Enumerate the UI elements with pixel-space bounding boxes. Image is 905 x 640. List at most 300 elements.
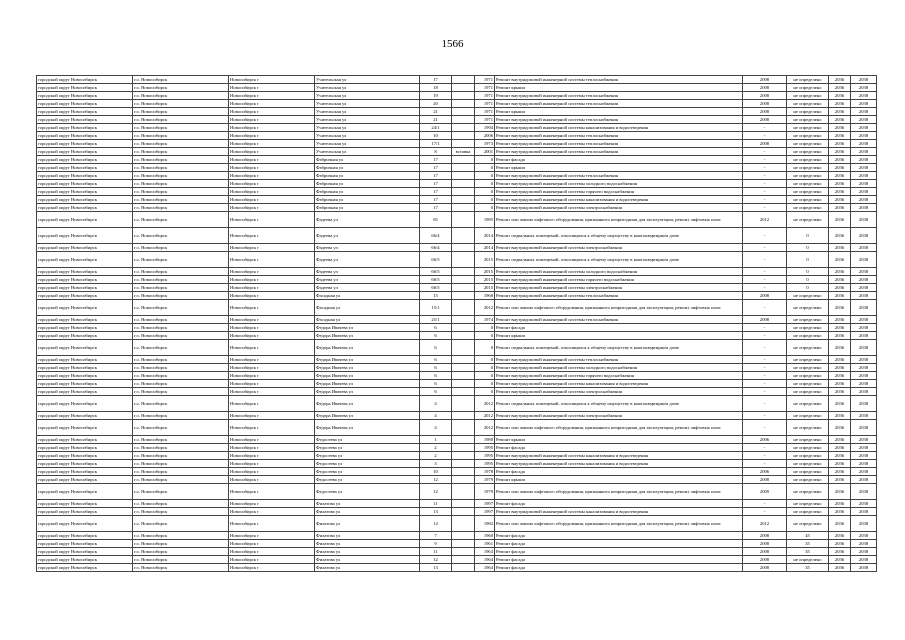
plan-end-cell: 2038 — [851, 204, 877, 212]
wear-cell: не определено — [787, 188, 829, 196]
table-row — [37, 276, 877, 284]
last-repair-year-cell: 2008 — [743, 292, 787, 300]
city-district-cell: г.о. Новосибирск — [133, 212, 229, 228]
city-district-cell: г.о. Новосибирск — [133, 388, 229, 396]
plan-end-cell: 2038 — [851, 196, 877, 204]
street-cell: Федора Ивачева ул — [315, 380, 420, 388]
wear-cell: не определено — [787, 300, 829, 316]
settlement-cell: Новосибирск г — [229, 244, 315, 252]
district-cell: городской округ Новосибирск — [37, 284, 133, 292]
year-built-cell: 1997 — [475, 508, 495, 516]
work-type-cell: Ремонт внутридомовой инженерной системы теплоснабжения — [495, 76, 743, 84]
wear-cell: 35 — [787, 548, 829, 556]
year-built-cell: 1971 — [475, 84, 495, 92]
building-cell — [452, 452, 475, 460]
district-cell: городской округ Новосибирск — [37, 380, 133, 388]
plan-end-cell: 2038 — [851, 252, 877, 268]
table-row — [37, 380, 877, 388]
year-built-cell: 2015 — [475, 276, 495, 284]
district-cell: городской округ Новосибирск — [37, 252, 133, 268]
house-number-cell: 6 — [420, 356, 452, 364]
year-built-cell: 1985 — [475, 212, 495, 228]
last-repair-year-cell: - — [743, 284, 787, 292]
register-table — [36, 75, 877, 572]
house-number-cell: 66/4 — [420, 244, 452, 252]
building-cell — [452, 548, 475, 556]
district-cell: городской округ Новосибирск — [37, 420, 133, 436]
table-row — [37, 204, 877, 212]
plan-start-cell: 2036 — [829, 196, 851, 204]
plan-start-cell: 2036 — [829, 292, 851, 300]
settlement-cell: Новосибирск г — [229, 164, 315, 172]
wear-cell: не определено — [787, 132, 829, 140]
building-cell — [452, 76, 475, 84]
building-cell — [452, 108, 475, 116]
house-number-cell: 6 — [420, 372, 452, 380]
building-cell — [452, 316, 475, 324]
wear-cell: не определено — [787, 332, 829, 340]
building-cell — [452, 564, 475, 572]
table-row — [37, 316, 877, 324]
wear-cell: не определено — [787, 140, 829, 148]
city-district-cell: г.о. Новосибирск — [133, 548, 229, 556]
work-type-cell: Ремонт внутридомовой инженерной системы теплоснабжения — [495, 140, 743, 148]
house-number-cell: 4 — [420, 396, 452, 412]
street-cell: Федора Ивачева ул — [315, 388, 420, 396]
year-built-cell: 1978 — [475, 468, 495, 476]
street-cell: Фадеева ул — [315, 244, 420, 252]
settlement-cell: Новосибирск г — [229, 364, 315, 372]
house-number-cell: 2 — [420, 444, 452, 452]
plan-start-cell: 2036 — [829, 532, 851, 540]
table-row — [37, 564, 877, 572]
building-cell — [452, 268, 475, 276]
last-repair-year-cell: - — [743, 204, 787, 212]
city-district-cell: г.о. Новосибирск — [133, 444, 229, 452]
street-cell: Учительская ул — [315, 132, 420, 140]
house-number-cell: 21 — [420, 116, 452, 124]
year-built-cell: 1964 — [475, 556, 495, 564]
plan-start-cell: 2036 — [829, 460, 851, 468]
work-type-cell: Ремонт подвальных помещений, относящихся к общему имуществу в многоквартирном доме — [495, 252, 743, 268]
work-type-cell: Ремонт внутридомовой инженерной системы канализования и водоотведения — [495, 452, 743, 460]
wear-cell: не определено — [787, 116, 829, 124]
street-cell: Федосеева ул — [315, 452, 420, 460]
last-repair-year-cell: - — [743, 340, 787, 356]
plan-start-cell: 2036 — [829, 452, 851, 460]
settlement-cell: Новосибирск г — [229, 484, 315, 500]
year-built-cell: 1982 — [475, 516, 495, 532]
work-type-cell: Ремонт внутридомовой инженерной системы холодного водоснабжения — [495, 268, 743, 276]
street-cell: Учительская ул — [315, 140, 420, 148]
year-built-cell: 1979 — [475, 476, 495, 484]
year-built-cell: 1995 — [475, 444, 495, 452]
year-built-cell: 2015 — [475, 252, 495, 268]
building-cell — [452, 372, 475, 380]
settlement-cell: Новосибирск г — [229, 380, 315, 388]
district-cell: городской округ Новосибирск — [37, 476, 133, 484]
last-repair-year-cell: - — [743, 164, 787, 172]
wear-cell: не определено — [787, 316, 829, 324]
district-cell: городской округ Новосибирск — [37, 132, 133, 140]
building-cell — [452, 412, 475, 420]
plan-end-cell: 2038 — [851, 164, 877, 172]
table-row — [37, 500, 877, 508]
street-cell: Федора Ивачева ул — [315, 372, 420, 380]
last-repair-year-cell: - — [743, 180, 787, 188]
settlement-cell: Новосибирск г — [229, 564, 315, 572]
last-repair-year-cell: 2008 — [743, 564, 787, 572]
wear-cell: не определено — [787, 292, 829, 300]
plan-end-cell: 2038 — [851, 356, 877, 364]
city-district-cell: г.о. Новосибирск — [133, 324, 229, 332]
settlement-cell: Новосибирск г — [229, 508, 315, 516]
work-type-cell: Ремонт внутридомовой инженерной системы электроснабжения — [495, 412, 743, 420]
house-number-cell: 17 — [420, 196, 452, 204]
city-district-cell: г.о. Новосибирск — [133, 316, 229, 324]
plan-start-cell: 2036 — [829, 180, 851, 188]
wear-cell: 0 — [787, 276, 829, 284]
last-repair-year-cell: - — [743, 124, 787, 132]
building-cell — [452, 124, 475, 132]
table-row — [37, 324, 877, 332]
street-cell: Фабричная ул — [315, 180, 420, 188]
district-cell: городской округ Новосибирск — [37, 556, 133, 564]
plan-start-cell: 2036 — [829, 356, 851, 364]
district-cell: городской округ Новосибирск — [37, 140, 133, 148]
settlement-cell: Новосибирск г — [229, 212, 315, 228]
settlement-cell: Новосибирск г — [229, 516, 315, 532]
building-cell — [452, 292, 475, 300]
house-number-cell: 13 — [420, 508, 452, 516]
plan-start-cell: 2036 — [829, 548, 851, 556]
district-cell: городской округ Новосибирск — [37, 324, 133, 332]
year-built-cell: 1974 — [475, 316, 495, 324]
wear-cell: не определено — [787, 76, 829, 84]
house-number-cell: 8 — [420, 148, 452, 156]
settlement-cell: Новосибирск г — [229, 556, 315, 564]
wear-cell: не определено — [787, 324, 829, 332]
district-cell: городской округ Новосибирск — [37, 92, 133, 100]
building-cell — [452, 332, 475, 340]
city-district-cell: г.о. Новосибирск — [133, 292, 229, 300]
building-cell — [452, 516, 475, 532]
year-built-cell: 2012 — [475, 300, 495, 316]
table-row — [37, 100, 877, 108]
year-built-cell: 1968 — [475, 292, 495, 300]
city-district-cell: г.о. Новосибирск — [133, 196, 229, 204]
house-number-cell: 11 — [420, 500, 452, 508]
house-number-cell: 12 — [420, 556, 452, 564]
street-cell: Федора Ивачева ул — [315, 420, 420, 436]
district-cell: городской округ Новосибирск — [37, 300, 133, 316]
table-row — [37, 196, 877, 204]
street-cell: Учительская ул — [315, 100, 420, 108]
house-number-cell: 3 — [420, 460, 452, 468]
last-repair-year-cell: 2008 — [743, 108, 787, 116]
street-cell: Фасадная ул — [315, 316, 420, 324]
plan-start-cell: 2036 — [829, 540, 851, 548]
district-cell: городской округ Новосибирск — [37, 100, 133, 108]
street-cell: Федосеева ул — [315, 484, 420, 500]
city-district-cell: г.о. Новосибирск — [133, 556, 229, 564]
table-row — [37, 516, 877, 532]
district-cell: городской округ Новосибирск — [37, 164, 133, 172]
work-type-cell: Ремонт крыши — [495, 436, 743, 444]
plan-start-cell: 2036 — [829, 516, 851, 532]
street-cell: Филатова ул — [315, 500, 420, 508]
city-district-cell: г.о. Новосибирск — [133, 252, 229, 268]
last-repair-year-cell: - — [743, 380, 787, 388]
settlement-cell: Новосибирск г — [229, 188, 315, 196]
year-built-cell: 1995 — [475, 460, 495, 468]
table-row — [37, 180, 877, 188]
street-cell: Филатова ул — [315, 540, 420, 548]
street-cell: Фабричная ул — [315, 164, 420, 172]
year-built-cell: 2012 — [475, 396, 495, 412]
street-cell: Филатова ул — [315, 564, 420, 572]
last-repair-year-cell: 2008 — [743, 84, 787, 92]
last-repair-year-cell: - — [743, 268, 787, 276]
street-cell: Учительская ул — [315, 76, 420, 84]
house-number-cell: 20 — [420, 100, 452, 108]
table-row — [37, 452, 877, 460]
street-cell: Федосеева ул — [315, 468, 420, 476]
plan-start-cell: 2036 — [829, 508, 851, 516]
work-type-cell: Ремонт внутридомовой инженерной системы теплоснабжения — [495, 172, 743, 180]
house-number-cell: 66/5 — [420, 252, 452, 268]
last-repair-year-cell: - — [743, 172, 787, 180]
plan-end-cell: 2038 — [851, 516, 877, 532]
building-cell — [452, 540, 475, 548]
work-type-cell: Ремонт крыши — [495, 476, 743, 484]
table-row — [37, 476, 877, 484]
plan-end-cell: 2038 — [851, 380, 877, 388]
plan-start-cell: 2036 — [829, 92, 851, 100]
plan-start-cell: 2036 — [829, 420, 851, 436]
plan-start-cell: 2036 — [829, 564, 851, 572]
table-row — [37, 92, 877, 100]
house-number-cell: 17 — [420, 188, 452, 196]
settlement-cell: Новосибирск г — [229, 356, 315, 364]
plan-start-cell: 2036 — [829, 84, 851, 92]
building-cell — [452, 284, 475, 292]
building-cell — [452, 204, 475, 212]
last-repair-year-cell: - — [743, 156, 787, 164]
work-type-cell: Ремонт внутридомовой инженерной системы холодного водоснабжения — [495, 180, 743, 188]
plan-start-cell: 2036 — [829, 172, 851, 180]
year-built-cell: 1971 — [475, 92, 495, 100]
street-cell: Филатова ул — [315, 556, 420, 564]
house-number-cell: 85 — [420, 212, 452, 228]
plan-end-cell: 2038 — [851, 100, 877, 108]
plan-end-cell: 2038 — [851, 316, 877, 324]
city-district-cell: г.о. Новосибирск — [133, 468, 229, 476]
street-cell: Федосеева ул — [315, 476, 420, 484]
settlement-cell: Новосибирск г — [229, 436, 315, 444]
year-built-cell: 1979 — [475, 484, 495, 500]
table-row — [37, 372, 877, 380]
district-cell: городской округ Новосибирск — [37, 148, 133, 156]
work-type-cell: Ремонт подвальных помещений, относящихся к общему имуществу в многоквартирном доме — [495, 396, 743, 412]
work-type-cell: Ремонт фасада — [495, 500, 743, 508]
district-cell: городской округ Новосибирск — [37, 516, 133, 532]
building-cell — [452, 476, 475, 484]
street-cell: Фадеева ул — [315, 228, 420, 244]
table-row — [37, 284, 877, 292]
house-number-cell: 66/5 — [420, 284, 452, 292]
table-row — [37, 444, 877, 452]
work-type-cell: Ремонт внутридомовой инженерной системы канализования и водоотведения — [495, 196, 743, 204]
wear-cell: не определено — [787, 356, 829, 364]
city-district-cell: г.о. Новосибирск — [133, 132, 229, 140]
plan-end-cell: 2038 — [851, 484, 877, 500]
settlement-cell: Новосибирск г — [229, 252, 315, 268]
settlement-cell: Новосибирск г — [229, 300, 315, 316]
work-type-cell: Ремонт внутридомовой инженерной системы холодного водоснабжения — [495, 364, 743, 372]
plan-end-cell: 2038 — [851, 76, 877, 84]
year-built-cell: 0 — [475, 172, 495, 180]
street-cell: Фадеева ул — [315, 276, 420, 284]
plan-end-cell: 2038 — [851, 324, 877, 332]
plan-end-cell: 2038 — [851, 172, 877, 180]
plan-start-cell: 2036 — [829, 500, 851, 508]
work-type-cell: Ремонт фасада — [495, 564, 743, 572]
last-repair-year-cell: - — [743, 396, 787, 412]
settlement-cell: Новосибирск г — [229, 268, 315, 276]
work-type-cell: Ремонт фасада — [495, 532, 743, 540]
settlement-cell: Новосибирск г — [229, 532, 315, 540]
plan-end-cell: 2038 — [851, 332, 877, 340]
work-type-cell: Ремонт внутридомовой инженерной системы теплоснабжения — [495, 132, 743, 140]
work-type-cell: Ремонт внутридомовой инженерной системы теплоснабжения — [495, 316, 743, 324]
building-cell — [452, 84, 475, 92]
street-cell: Фадеева ул — [315, 212, 420, 228]
city-district-cell: г.о. Новосибирск — [133, 244, 229, 252]
city-district-cell: г.о. Новосибирск — [133, 204, 229, 212]
settlement-cell: Новосибирск г — [229, 396, 315, 412]
settlement-cell: Новосибирск г — [229, 284, 315, 292]
work-type-cell: Ремонт внутридомовой инженерной системы теплоснабжения — [495, 356, 743, 364]
year-built-cell: 1964 — [475, 564, 495, 572]
year-built-cell: 0 — [475, 164, 495, 172]
building-cell — [452, 92, 475, 100]
year-built-cell: 0 — [475, 324, 495, 332]
district-cell: городской округ Новосибирск — [37, 244, 133, 252]
year-built-cell: 0 — [475, 356, 495, 364]
table-row — [37, 172, 877, 180]
wear-cell: не определено — [787, 148, 829, 156]
settlement-cell: Новосибирск г — [229, 276, 315, 284]
settlement-cell: Новосибирск г — [229, 316, 315, 324]
city-district-cell: г.о. Новосибирск — [133, 516, 229, 532]
table-row — [37, 484, 877, 500]
settlement-cell: Новосибирск г — [229, 412, 315, 420]
district-cell: городской округ Новосибирск — [37, 500, 133, 508]
street-cell: Федора Ивачева ул — [315, 340, 420, 356]
building-cell — [452, 388, 475, 396]
street-cell: Учительская ул — [315, 124, 420, 132]
wear-cell: не определено — [787, 84, 829, 92]
district-cell: городской округ Новосибирск — [37, 172, 133, 180]
building-cell — [452, 420, 475, 436]
house-number-cell: 9 — [420, 540, 452, 548]
street-cell: Федосеева ул — [315, 436, 420, 444]
wear-cell: 35 — [787, 564, 829, 572]
house-number-cell: 24/1 — [420, 124, 452, 132]
plan-end-cell: 2038 — [851, 84, 877, 92]
work-type-cell: Ремонт внутридомовой инженерной системы теплоснабжения — [495, 92, 743, 100]
district-cell: городской округ Новосибирск — [37, 508, 133, 516]
street-cell: Филатова ул — [315, 548, 420, 556]
building-cell — [452, 396, 475, 412]
house-number-cell: 66/4 — [420, 228, 452, 244]
year-built-cell: 1971 — [475, 108, 495, 116]
year-built-cell: 0 — [475, 196, 495, 204]
house-number-cell: 6 — [420, 324, 452, 332]
city-district-cell: г.о. Новосибирск — [133, 420, 229, 436]
last-repair-year-cell: 2008 — [743, 140, 787, 148]
plan-start-cell: 2036 — [829, 268, 851, 276]
table-row — [37, 84, 877, 92]
district-cell: городской округ Новосибирск — [37, 292, 133, 300]
building-cell — [452, 188, 475, 196]
table-row — [37, 252, 877, 268]
table-row — [37, 556, 877, 564]
district-cell: городской округ Новосибирск — [37, 548, 133, 556]
house-number-cell: 17 — [420, 180, 452, 188]
district-cell: городской округ Новосибирск — [37, 340, 133, 356]
plan-start-cell: 2036 — [829, 228, 851, 244]
wear-cell: не определено — [787, 516, 829, 532]
wear-cell: не определено — [787, 108, 829, 116]
house-number-cell: 4 — [420, 412, 452, 420]
district-cell: городской округ Новосибирск — [37, 316, 133, 324]
house-number-cell: 19 — [420, 92, 452, 100]
year-built-cell: 1971 — [475, 100, 495, 108]
district-cell: городской округ Новосибирск — [37, 108, 133, 116]
city-district-cell: г.о. Новосибирск — [133, 124, 229, 132]
district-cell: городской округ Новосибирск — [37, 396, 133, 412]
plan-start-cell: 2036 — [829, 556, 851, 564]
street-cell: Филатова ул — [315, 508, 420, 516]
last-repair-year-cell: - — [743, 460, 787, 468]
last-repair-year-cell: - — [743, 364, 787, 372]
work-type-cell: Ремонт крыши — [495, 108, 743, 116]
settlement-cell: Новосибирск г — [229, 388, 315, 396]
house-number-cell: 17 — [420, 164, 452, 172]
work-type-cell: Ремонт внутридомовой инженерной системы канализования и водоотведения — [495, 460, 743, 468]
work-type-cell: Ремонт крыши — [495, 332, 743, 340]
table-row — [37, 132, 877, 140]
plan-start-cell: 2036 — [829, 284, 851, 292]
year-built-cell: 1997 — [475, 500, 495, 508]
plan-end-cell: 2038 — [851, 364, 877, 372]
district-cell: городской округ Новосибирск — [37, 452, 133, 460]
plan-end-cell: 2038 — [851, 388, 877, 396]
last-repair-year-cell: - — [743, 508, 787, 516]
settlement-cell: Новосибирск г — [229, 468, 315, 476]
plan-start-cell: 2036 — [829, 124, 851, 132]
work-type-cell: Ремонт фасада — [495, 444, 743, 452]
plan-end-cell: 2038 — [851, 92, 877, 100]
settlement-cell: Новосибирск г — [229, 84, 315, 92]
city-district-cell: г.о. Новосибирск — [133, 332, 229, 340]
city-district-cell: г.о. Новосибирск — [133, 540, 229, 548]
plan-end-cell: 2038 — [851, 228, 877, 244]
last-repair-year-cell: - — [743, 412, 787, 420]
table-row — [37, 124, 877, 132]
